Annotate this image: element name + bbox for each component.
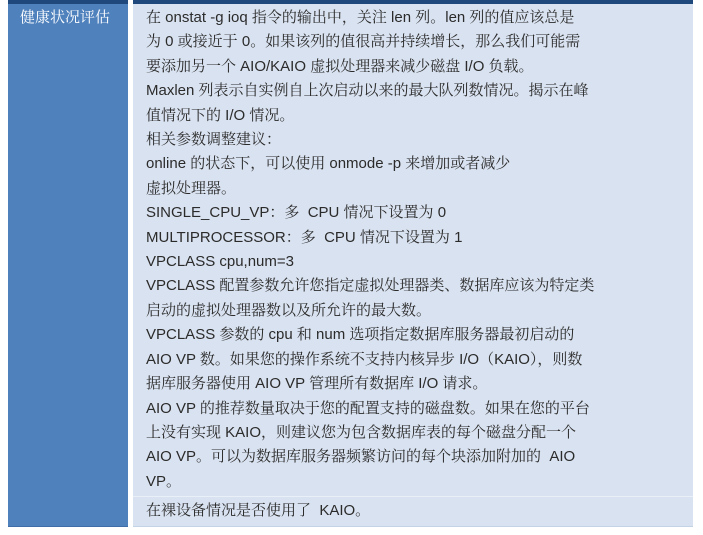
text-line: 启动的虚拟处理器数以及所允许的最大数。 bbox=[146, 301, 432, 319]
text-line: 相关参数调整建议： bbox=[146, 131, 282, 149]
text-line: 值情况下的 I/O 情况。 bbox=[146, 106, 295, 124]
text-line: 在 onstat -g ioq 指令的输出中，关注 len 列。len 列的值应该总是 bbox=[146, 9, 575, 26]
text-line: 据库服务器使用 AIO VP 管理所有数据库 I/O 请求。 bbox=[146, 375, 488, 393]
text-line: 上没有实现 KAIO，则建议您为包含数据库表的每个磁盘分配一个 bbox=[146, 423, 577, 441]
text-line: online 的状态下，可以使用 onmode -p 来增加或者减少 bbox=[146, 155, 511, 173]
text-line: VPCLASS cpu,num=3 bbox=[146, 253, 295, 271]
text-line: MULTIPROCESSOR：多 CPU 情况下设置为 1 bbox=[146, 228, 463, 246]
table-body-column bbox=[133, 0, 693, 527]
text-line: Maxlen 列表示自实例自上次启动以来的最大队列数情况。揭示在峰 bbox=[146, 82, 589, 100]
text-line: AIO VP。可以为数据库服务器频繁访问的每个块添加附加的 AIO bbox=[146, 448, 576, 466]
table-cell-kaio-question bbox=[133, 497, 693, 525]
text-line: 在裸设备情况是否使用了 KAIO。 bbox=[146, 502, 371, 520]
text-line: VP。 bbox=[146, 472, 182, 490]
text-line: VPCLASS 参数的 cpu 和 num 选项指定数据库服务器最初启动的 bbox=[146, 326, 575, 344]
text-line: 虚拟处理器。 bbox=[146, 179, 237, 197]
health-assessment-table bbox=[8, 0, 693, 527]
text-line: VPCLASS 配置参数允许您指定虚拟处理器类、数据库应该为特定类 bbox=[146, 277, 595, 295]
text-line: SINGLE_CPU_VP：多 CPU 情况下设置为 0 bbox=[146, 204, 447, 222]
text-line: 为 0 或接近于 0。如果该列的值很高并持续增长，那么我们可能需 bbox=[146, 33, 581, 51]
table-label-column bbox=[8, 0, 128, 527]
text-line: 要添加另一个 AIO/KAIO 虚拟处理器来减少磁盘 I/O 负载。 bbox=[146, 57, 534, 75]
text-line: AIO VP 数。如果您的操作系统不支持内核异步 I/O（KAIO），则数 bbox=[146, 350, 583, 368]
row-label: 健康状况评估 bbox=[20, 9, 111, 26]
text-line: AIO VP 的推荐数量取决于您的配置支持的磁盘数。如果在您的平台 bbox=[146, 399, 590, 417]
table-cell-assessment-detail bbox=[133, 4, 693, 496]
